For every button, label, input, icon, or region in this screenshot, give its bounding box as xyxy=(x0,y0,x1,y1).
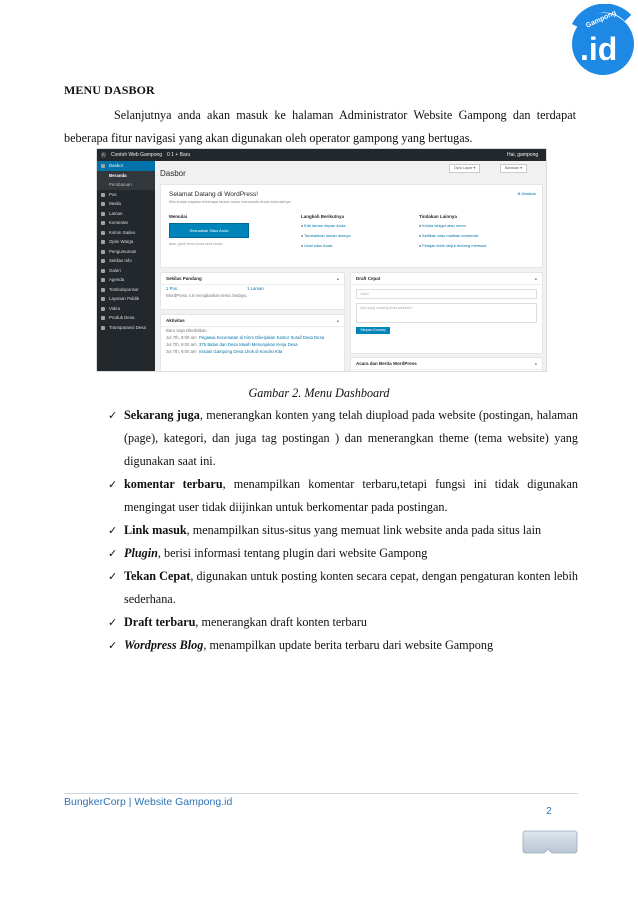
help-button[interactable]: Bantuan ▾ xyxy=(500,164,527,173)
sidebar-item-beranda[interactable]: Beranda xyxy=(97,171,155,181)
page-title: Dasbor xyxy=(160,169,186,178)
sidebar-item-komentar[interactable]: Komentar xyxy=(97,218,155,228)
item-term: Tekan Cepat xyxy=(124,569,191,583)
change-theme-link[interactable]: atau, ganti tema Anda seluruhnya xyxy=(169,242,223,246)
sidebar-item-video[interactable]: Video xyxy=(97,304,155,314)
activity-box xyxy=(160,314,345,372)
item-term: komentar terbaru xyxy=(124,477,223,491)
list-item: ✓ Link masuk, menampilkan situs-situs yang memuat link website anda pada situs lain xyxy=(108,519,578,542)
news-box xyxy=(350,357,543,372)
activity-link[interactable]: Inisiasi Gampong Desa Lhok di Kondisi Kita xyxy=(198,349,283,354)
check-icon: ✓ xyxy=(108,524,118,537)
customize-site-button[interactable]: Sesuaikan Situs Anda xyxy=(169,223,249,238)
sidebar-item-pos[interactable]: Pos xyxy=(97,190,155,200)
dashboard-main xyxy=(155,161,546,371)
dashboard-screenshot xyxy=(96,148,547,372)
admin-site-name: Contoh Web Gampong xyxy=(111,152,163,158)
sidebar-item-kolom-sadeo[interactable]: Kolom Sadeo xyxy=(97,228,155,238)
sidebar-item-layanan-publik[interactable]: Layanan Publik xyxy=(97,294,155,304)
list-item: ✓ Tekan Cepat, digunakan untuk posting konten secara cepat, dengan pengaturan konten lebih sederhana. xyxy=(108,565,578,611)
welcome-col-more xyxy=(419,214,486,253)
sidebar-item-laman[interactable]: Laman xyxy=(97,209,155,219)
toggle-icon[interactable]: ▴ xyxy=(336,276,339,281)
welcome-col-next xyxy=(301,214,351,253)
sidebar-item-sekilas-info[interactable]: Sekilas Info xyxy=(97,256,155,266)
footer-divider xyxy=(64,793,578,794)
admin-sidebar xyxy=(97,161,155,371)
sidebar-item-transparansi-desa[interactable]: Transparansi Desa xyxy=(97,323,155,333)
toggle-icon[interactable]: ▴ xyxy=(534,276,537,281)
activity-link[interactable]: 375 Bidan dan Desa Masih Menunjukan Kerja Desa xyxy=(198,342,298,347)
welcome-panel xyxy=(160,184,543,268)
activity-link[interactable]: Pegawai Kecamatan di Kirim Dikerjakan Kantor Suraif Desa Desa xyxy=(198,335,325,340)
quick-draft-title: Draft Cepat ▴ xyxy=(351,273,542,285)
item-term: Wordpress Blog xyxy=(124,638,204,652)
quick-draft-box xyxy=(350,272,543,354)
sidebar-item-opini-warga[interactable]: Opini Warga xyxy=(97,237,155,247)
glance-title: Sekilas Pandang ▴ xyxy=(161,273,344,285)
more-link-widgets[interactable]: ■ Kelola widget atau menu xyxy=(419,223,486,228)
more-link-comments[interactable]: ■ Aktifkan atau matikan komentar xyxy=(419,233,486,238)
item-term: Draft terbaru xyxy=(124,615,196,629)
news-title: Acara dan Berita WordPress ▴ xyxy=(351,358,542,370)
list-item: ✓ Draft terbaru, menerangkan draft konten terbaru xyxy=(108,611,578,634)
check-icon: ✓ xyxy=(108,478,118,491)
wordpress-icon: Ⓦ xyxy=(101,153,107,159)
admin-user: Hai, gampong xyxy=(507,152,539,158)
admin-counts: 0 1 + Baru xyxy=(167,152,191,158)
check-icon: ✓ xyxy=(108,570,118,583)
glance-theme-note: WordPress 4.9 menjalankan tema Sedayu. xyxy=(166,293,248,298)
activity-row: Jul 7th, 9:00 am 375 Bidan dan Desa Masih Menunjukan Kerja Desa xyxy=(166,342,298,347)
activity-row: Jul 7th, 9:00 am Pegawai Kecamatan di Kirim Dikerjakan Kantor Suraif Desa Desa xyxy=(166,335,325,340)
draft-title-input[interactable]: Judul xyxy=(356,289,537,299)
page-number: 2 xyxy=(546,805,552,817)
more-link-learn[interactable]: ■ Pelajari lebih lanjut tentang memulai xyxy=(419,243,486,248)
logo-main-text: .id xyxy=(580,31,618,67)
check-icon: ✓ xyxy=(108,409,118,422)
list-item: ✓ Wordpress Blog, menampilkan update berita terbaru dari website Gampong xyxy=(108,634,578,657)
dismiss-link[interactable]: ⊗ Abaikan xyxy=(517,191,536,196)
glance-box xyxy=(160,272,345,310)
list-item: ✓ Plugin, berisi informasi tentang plugin dari website Gampong xyxy=(108,542,578,565)
item-term: Sekarang juga xyxy=(124,408,200,422)
footer-text: BungkerCorp | Website Gampong.id xyxy=(64,796,233,808)
section-heading: MENU DASBOR xyxy=(64,83,155,97)
item-term: Link masuk xyxy=(124,523,187,537)
sidebar-item-produk-desa[interactable]: Produk Desa xyxy=(97,313,155,323)
save-draft-button[interactable]: Simpan Konsep xyxy=(356,327,390,334)
check-icon: ✓ xyxy=(108,639,118,652)
next-link-edit-front[interactable]: ■ Edit laman depan Anda xyxy=(301,223,351,228)
logo-arc-text: Gampong xyxy=(584,9,618,30)
figure-caption: Gambar 2. Menu Dashboard xyxy=(248,386,390,400)
activity-row: Jul 7th, 9:00 am Inisiasi Gampong Desa Lhok di Kondisi Kita xyxy=(166,349,283,354)
glance-counts xyxy=(161,285,344,292)
intro-text: Selanjutnya anda akan masuk ke halaman Administrator Website Gampong dan terdapat beberapa fitur navigasi yang akan digunakan oleh operator gampong yang bertugas. xyxy=(64,108,576,145)
list-item: ✓ komentar terbaru, menampilkan komentar terbaru,tetapi fungsi ini tidak digunakan mengingat user tidak diijinkan untuk berkomentar pada postingan. xyxy=(108,473,578,519)
welcome-subtitle: Kita sudah siapkan beberapa tautan untuk membantu Anda memulainya: xyxy=(169,200,292,204)
toggle-icon[interactable]: ▴ xyxy=(336,318,339,323)
col-next-heading: Langkah Berikutnya xyxy=(301,214,345,219)
sidebar-item-pengumuman[interactable]: Pengumuman xyxy=(97,247,155,257)
activity-subtitle: Baru Saja Diterbitkan xyxy=(166,328,207,333)
next-link-add-page[interactable]: ■ Tambahkan laman lainnya xyxy=(301,233,351,238)
item-term: Plugin xyxy=(124,546,158,560)
check-icon: ✓ xyxy=(108,616,118,629)
page-tab-shape xyxy=(522,829,578,855)
welcome-col-start xyxy=(169,214,249,246)
sidebar-item-pembaruan[interactable]: Pembaruan xyxy=(97,180,155,190)
list-item: ✓ Sekarang juga, menerangkan konten yang telah diupload pada website (postingan, halaman (page), kategori, dan juga tag postingan ) dan menerangkan theme (tema website) yang digunakan saat ini. xyxy=(108,404,578,473)
intro-paragraph xyxy=(64,104,576,150)
check-icon: ✓ xyxy=(108,547,118,560)
feature-list xyxy=(108,404,578,657)
col-start-heading: Memulai xyxy=(169,214,188,219)
glance-posts[interactable]: 1 Pos xyxy=(166,286,177,291)
draft-body-input[interactable]: Apa yang sedang Anda pikirkan? xyxy=(356,303,537,323)
screen-options-button[interactable]: Opsi Layar ▾ xyxy=(449,164,480,173)
glance-pages[interactable]: 1 Laman xyxy=(247,286,264,291)
sidebar-item-galeri[interactable]: Galeri xyxy=(97,266,155,276)
sidebar-item-agenda[interactable]: Agenda xyxy=(97,275,155,285)
sidebar-item-dasbor[interactable]: Dasbor xyxy=(97,161,155,171)
welcome-title: Selamat Datang di WordPress! xyxy=(169,191,259,198)
admin-bar xyxy=(97,149,546,161)
toggle-icon[interactable]: ▴ xyxy=(534,361,537,366)
col-more-heading: Tindakan Lainnya xyxy=(419,214,457,219)
activity-title: Aktivitas ▴ xyxy=(161,315,344,327)
next-link-view-site[interactable]: ■ Lihat situs Anda xyxy=(301,243,351,248)
gampong-logo xyxy=(566,4,636,78)
sidebar-item-tombolsponsor[interactable]: Tombolsponsor xyxy=(97,285,155,295)
sidebar-item-media[interactable]: Media xyxy=(97,199,155,209)
